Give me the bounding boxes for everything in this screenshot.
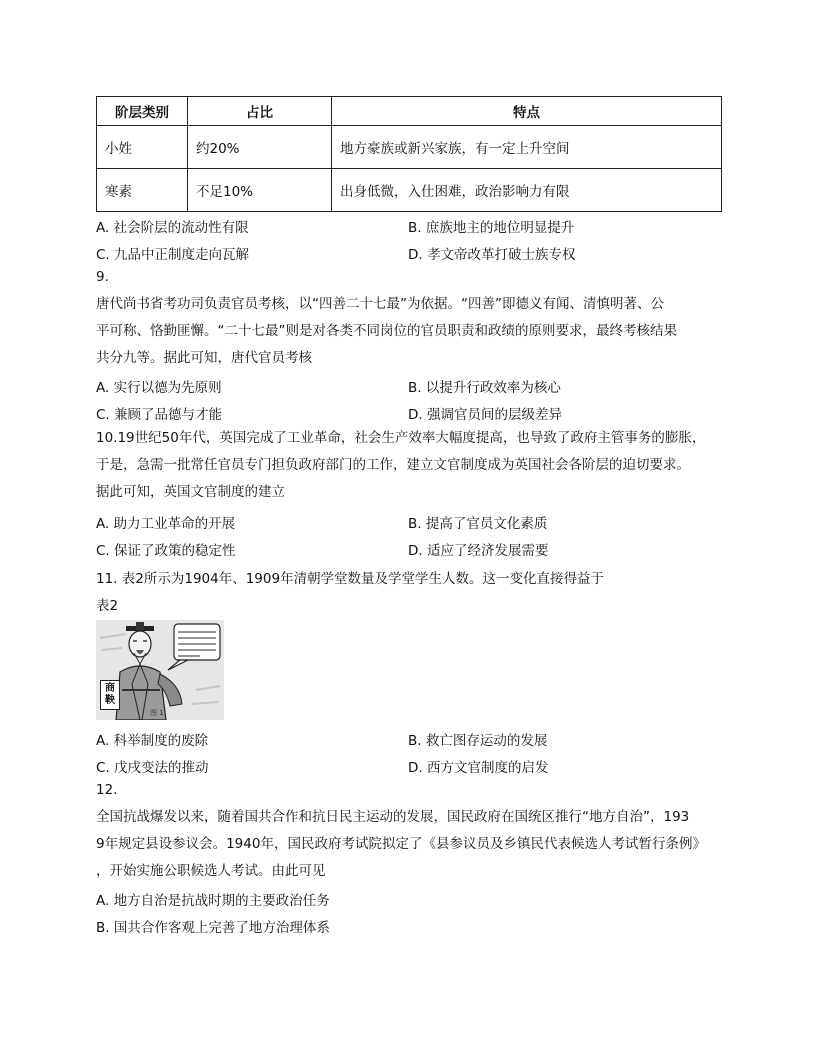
table-header-cell: 阶层类别: [97, 97, 188, 126]
q11-option-d: D. 西方文官制度的启发: [408, 760, 549, 776]
table-header-cell: 占比: [188, 97, 332, 126]
table-row: [97, 169, 722, 212]
table-cell: 约20%: [188, 126, 332, 169]
q12-stem-line: 9年规定县设参议会。1940年，国民政府考试院拟定了《县参议员及乡镇民代表候选人考试暂行条例》: [96, 836, 706, 852]
q11-illustration: [96, 620, 224, 720]
figure-caption: 图 1: [150, 709, 164, 717]
q9-stem-line: 共分九等。据此可知，唐代官员考核: [96, 350, 312, 366]
q9-option-c: C. 兼顾了品德与才能: [96, 407, 223, 423]
q10-option-d: D. 适应了经济发展需要: [408, 543, 549, 559]
q12-number: 12.: [96, 782, 118, 798]
q12-option-b: B. 国共合作客观上完善了地方治理体系: [96, 920, 330, 936]
strata-table: [96, 96, 722, 212]
q10-stem-line: 10.19世纪50年代，英国完成了工业革命，社会生产效率大幅度提高，也导致了政府主管事务的膨胀，: [96, 430, 706, 446]
table-row: [97, 126, 722, 169]
q11-option-a: A. 科举制度的废除: [96, 733, 209, 749]
q11-stem: 11. 表2所示为1904年、1909年清朝学堂数量及学堂学生人数。这一变化直接得益于: [96, 571, 605, 587]
table-cell: 寒素: [97, 169, 188, 212]
table-cell: 不足10%: [188, 169, 332, 212]
table-header-cell: 特点: [332, 97, 722, 126]
q12-stem-line: 全国抗战爆发以来，随着国共合作和抗日民主运动的发展，国民政府在国统区推行“地方自治”，193: [96, 809, 690, 825]
q9-stem-line: 平可称、恪勤匪懈。“二十七最”则是对各类不同岗位的官员职责和政绩的原则要求，最终考核结果: [96, 323, 677, 339]
q11-option-b: B. 救亡图存运动的发展: [408, 733, 548, 749]
q9-stem-line: 唐代尚书省考功司负责官员考核，以“四善二十七最”为依据。“四善”即德义有闻、清慎明著、公: [96, 296, 664, 312]
q8-option-d: D. 孝文帝改革打破士族专权: [408, 247, 576, 263]
q9-option-b: B. 以提升行政效率为核心: [408, 380, 561, 396]
q10-option-a: A. 助力工业革命的开展: [96, 516, 236, 532]
q11-option-c: C. 戊戌变法的推动: [96, 760, 209, 776]
q8-option-a: A. 社会阶层的流动性有限: [96, 220, 249, 236]
table-header-row: [97, 97, 722, 126]
q10-stem-line: 据此可知，英国文官制度的建立: [96, 484, 285, 500]
figure-name-label: 商鞅: [100, 680, 120, 710]
q10-option-b: B. 提高了官员文化素质: [408, 516, 548, 532]
q10-option-c: C. 保证了政策的稳定性: [96, 543, 236, 559]
q12-option-a: A. 地方自治是抗战时期的主要政治任务: [96, 893, 330, 909]
q10-stem-line: 于是，急需一批常任官员专门担负政府部门的工作，建立文官制度成为英国社会各阶层的迫切要求。: [96, 457, 690, 473]
table-cell: 地方豪族或新兴家族，有一定上升空间: [332, 126, 722, 169]
q9-option-d: D. 强调官员间的层级差异: [408, 407, 562, 423]
table-cell: 出身低微，入仕困难，政治影响力有限: [332, 169, 722, 212]
q12-stem-line: ，开始实施公职候选人考试。由此可见: [96, 863, 326, 879]
q11-table-label: 表2: [96, 598, 119, 614]
table-cell: 小姓: [97, 126, 188, 169]
q9-option-a: A. 实行以德为先原则: [96, 380, 222, 396]
q8-option-b: B. 庶族地主的地位明显提升: [408, 220, 575, 236]
q8-option-c: C. 九品中正制度走向瓦解: [96, 247, 250, 263]
q9-number: 9.: [96, 269, 109, 285]
